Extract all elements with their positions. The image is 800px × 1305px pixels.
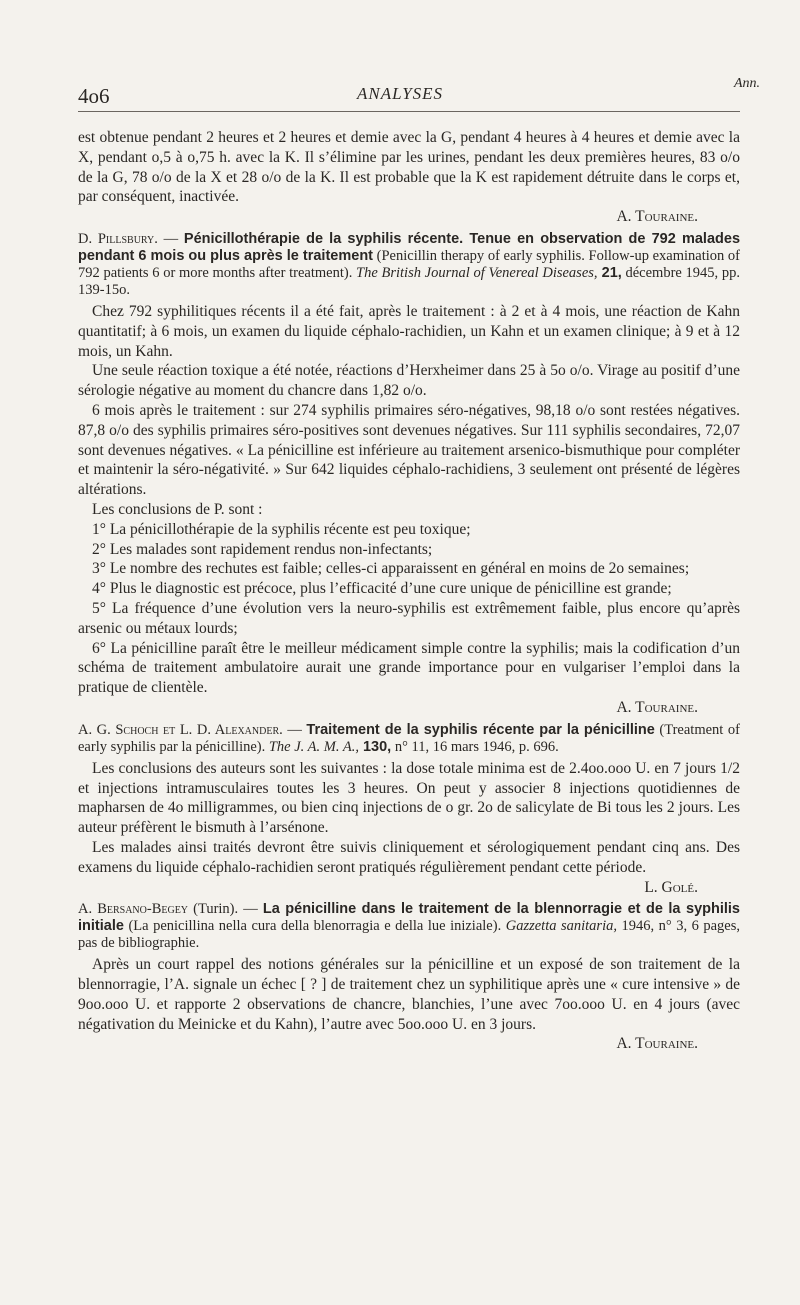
citation-details: 1946, n° 3, 6 pages, pas de bibliographie. — [78, 918, 740, 952]
running-head: ANALYSES — [356, 84, 444, 103]
signature: L. Golé. — [644, 878, 698, 896]
review-title: Pénicillothérapie de la syphilis récente. Tenue en observation de 792 malades pendant 6 mois ou plus après le traitement — [78, 230, 741, 264]
signature: A. Touraine. — [616, 1035, 698, 1053]
page-body — [78, 128, 740, 1054]
original-title: (Penicillin therapy of early syphilis. Follow-up examination of 792 patients 6 or more months after treatment). — [78, 247, 740, 281]
conclusion-item: 5° La fréquence d’une évolution vers la neuro-syphilis est extrêmement faible, plus encore qu’après arsenic ou métaux lourds; — [78, 599, 740, 637]
signature: A. Touraine. — [616, 698, 698, 716]
original-title: (Treatment of early syphilis par la pénicilline). — [78, 721, 740, 755]
conclusion-item: 1° La pénicillothérapie de la syphilis récente est peu toxique; — [92, 520, 471, 538]
journal-name: Gazzetta sanitaria, — [505, 918, 617, 935]
citation-details: n° 11, 16 mars 1946, p. 696. — [391, 738, 559, 755]
journal-volume: 21, — [597, 264, 622, 281]
continued-paragraph: est obtenue pendant 2 heures et 2 heures et demie avec la G, pendant 4 heures à 4 heures et demie avec la X, pendant o,5 à o,75 h. avec la K. Il s’élimine par les urines, pendant les deux premières heures, 83 o/o de la G, 78 o/o de la X et 28 o/o de la K. Il est probable que la K est rapidement détruite dans le corps et, par conséquent, inactivée. — [78, 129, 740, 206]
review-entry-bersano-begey: A. Bersano-Begey (Turin). — La pénicilline dans le traitement de la blennorragie et de la syphilis initiale (La penicillina nella cura della blenorragia e della lue iniziale). Gazzetta sanitaria, 1946, n° 3, 6 pages, pas de bibliographie. — [78, 901, 740, 952]
signature: A. Touraine. — [616, 208, 698, 226]
review-entry-schoch: A. G. Schoch et L. D. Alexander. — Traitement de la syphilis récente par la pénicilline (Treatment of early syphilis par la pénicilline). The J. A. M. A., 130, n° 11, 16 mars 1946, p. 696. — [78, 721, 740, 755]
paragraph: Chez 792 syphilitiques récents il a été fait, après le traitement : à 2 et à 4 mois, une réaction de Kahn quantitatif; à 6 mois, un examen du liquide céphalo-rachidien, un Kahn et un examen clinique; à 9 et à 12 mois, un Kahn. — [78, 302, 740, 360]
review-author: A. Bersano-Begey — [78, 901, 189, 918]
review-author: A. G. Schoch et L. D. Alexander. — [78, 721, 283, 738]
paragraph: Les malades ainsi traités devront être suivis cliniquement et sérologiquement pendant cinq ans. Des examens du liquide céphalo-rachidien seront pratiqués régulièrement pendant cette période. — [78, 838, 740, 876]
paragraph: 6 mois après le traitement : sur 274 syphilis primaires séro-négatives, 98,18 o/o sont restées négatives. 87,8 o/o des syphilis primaires séro-positives sont devenues négatives. Sur 111 syphilis secondaires, 72,07 sont devenues négatives. « La pénicilline est inférieure au traitement arsenico-bismuthique pour compléter et maintenir la séro-négativité. » Sur 642 liquides céphalo-rachidiens, 3 seulement ont présenté de légères altérations. — [78, 401, 740, 499]
paragraph: Les conclusions des auteurs sont les suivantes : la dose totale minima est de 2.4oo.ooo U. en 7 jours 1/2 et injections intramusculaires toutes les 3 heures. On peut y associer 8 injections quotidiennes de mapharsen de 4o milligrammes, ou bien cinq injections de o gr. 2o de salicylate de Bi tous les 2 jours. Les auteur préfèrent le bismuth à l’arsénone. — [78, 759, 740, 837]
paragraph: Après un court rappel des notions générales sur la pénicilline et un exposé de son traitement de la blennorragie, l’A. signale un échec [ ? ] de traitement chez un syphilitique après une « cure intensive » de 9oo.ooo U. et rapporte 2 observations de chancre, blanchies, l’une avec 7oo.ooo U. en 4 jours (avec négativation du Meinicke et du Kahn), l’autre avec 5oo.ooo U. en 3 jours. — [78, 956, 740, 1033]
original-title: (La penicillina nella cura della blenorragia e della lue iniziale). — [123, 918, 506, 935]
review-author: D. Pillsbury. — [78, 230, 158, 247]
conclusion-item: 6° La pénicilline paraît être le meilleur médicament simple contre la syphilis; mais la codification d’un schéma de traitement ambulatoire aurait une grande importance pour en vulgariser l’emploi dans la pratique de clientèle. — [78, 639, 740, 697]
citation-details: décembre 1945, pp. 139-15o. — [78, 264, 740, 298]
paragraph: Une seule réaction toxique a été notée, réactions d’Herxheimer dans 25 à 5o o/o. Virage au positif d’une sérologie négative au moment du chancre dans 1,82 o/o. — [78, 362, 740, 400]
author-place: (Turin). — [188, 901, 239, 918]
journal-name: The J. A. M. A., — [268, 738, 359, 755]
paragraph: Les conclusions de P. sont : — [92, 500, 263, 518]
corner-note: Ann. — [733, 76, 760, 91]
review-title: La pénicilline dans le traitement de la blennorragie et de la syphilis initiale — [78, 901, 740, 935]
page-number: 4o6 — [78, 84, 110, 108]
conclusion-item: 3° Le nombre des rechutes est faible; celles-ci apparaissent en général en moins de 2o semaines; — [92, 560, 690, 578]
review-entry-pillsbury: D. Pillsbury. — Pénicillothérapie de la syphilis récente. Tenue en observation de 792 malades pendant 6 mois ou plus après le traitement (Penicillin therapy of early syphilis. Follow-up examination of 792 patients 6 or more months after treatment). The British Journal of Venereal Diseases, 21, décembre 1945, pp. 139-15o. — [78, 230, 741, 298]
journal-name: The British Journal of Venereal Diseases, — [356, 264, 598, 281]
header-rule — [78, 111, 740, 112]
review-title: Traitement de la syphilis récente par la pénicilline — [306, 721, 655, 738]
journal-volume: 130, — [358, 738, 392, 755]
conclusion-item: 2° Les malades sont rapidement rendus non-infectants; — [92, 540, 433, 558]
conclusion-item: 4° Plus le diagnostic est précoce, plus l’efficacité d’une cure unique de pénicilline est grande; — [92, 580, 672, 598]
